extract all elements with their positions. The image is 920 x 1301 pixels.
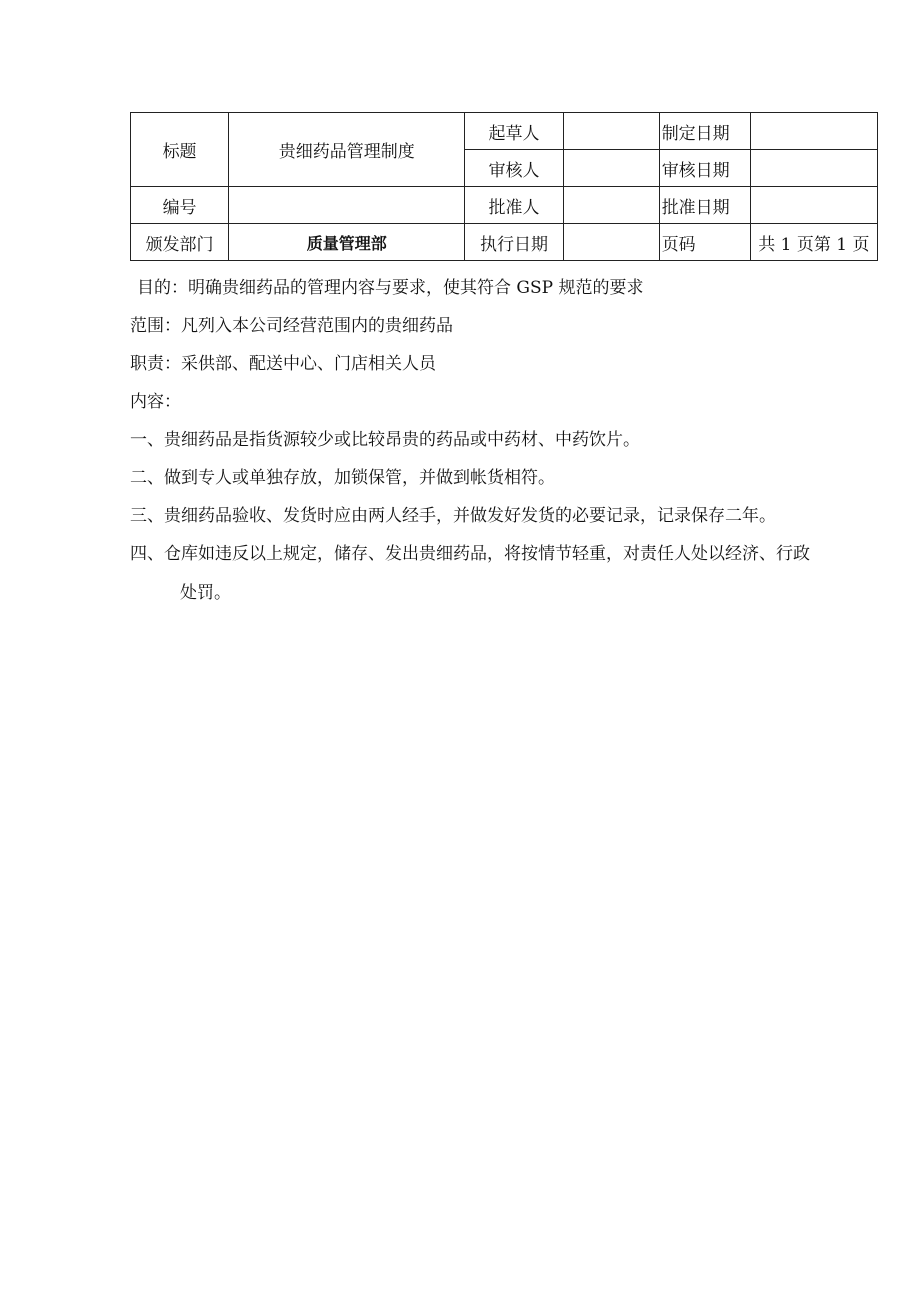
- duty-text: 职责：采供部、配送中心、门店相关人员: [130, 354, 436, 374]
- reviewer-label: 审核人: [465, 150, 563, 187]
- approver-value: [563, 187, 659, 224]
- dept-value: 质量管理部: [229, 224, 465, 261]
- reviewer-value: [563, 150, 659, 187]
- header-row-3: [131, 187, 878, 224]
- review-date-value: [750, 150, 877, 187]
- drafter-label: 起草人: [465, 113, 563, 150]
- content-item-4-line-1: 四、仓库如违反以上规定，储存、发出贵细药品，将按情节轻重，对责任人处以经济、行政: [130, 544, 810, 564]
- approver-label: 批准人: [465, 187, 563, 224]
- header-row-1: [131, 113, 878, 150]
- number-label: 编号: [131, 187, 229, 224]
- approve-date-label: 批准日期: [659, 187, 750, 224]
- content-item-4-line-2: 处罚。: [180, 583, 231, 603]
- number-value: [229, 187, 465, 224]
- content-item-3: 三、贵细药品验收、发货时应由两人经手，并做发好发货的必要记录，记录保存二年。: [130, 506, 776, 526]
- exec-date-label: 执行日期: [465, 224, 563, 261]
- page-value: 共 1 页第 1 页: [750, 224, 877, 261]
- content-label: 内容：: [130, 392, 181, 412]
- dept-label: 颁发部门: [131, 224, 229, 261]
- content-item-1: 一、贵细药品是指货源较少或比较昂贵的药品或中药材、中药饮片。: [130, 430, 640, 450]
- purpose-text: 目的：明确贵细药品的管理内容与要求，使其符合 GSP 规范的要求: [137, 278, 644, 298]
- approve-date-value: [750, 187, 877, 224]
- content-item-2: 二、做到专人或单独存放，加锁保管，并做到帐货相符。: [130, 468, 555, 488]
- exec-date-value: [563, 224, 659, 261]
- made-date-value: [750, 113, 877, 150]
- page-label: 页码: [659, 224, 750, 261]
- drafter-value: [563, 113, 659, 150]
- title-label: 标题: [131, 113, 229, 187]
- header-table: [130, 112, 878, 261]
- review-date-label: 审核日期: [659, 150, 750, 187]
- title-value: 贵细药品管理制度: [229, 113, 465, 187]
- header-row-4: [131, 224, 878, 261]
- made-date-label: 制定日期: [659, 113, 750, 150]
- scope-text: 范围：凡列入本公司经营范围内的贵细药品: [130, 316, 453, 336]
- content-item-4: [130, 539, 878, 603]
